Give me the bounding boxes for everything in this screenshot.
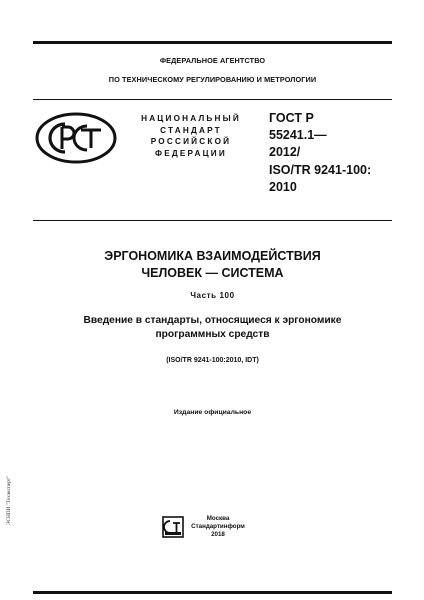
publisher-city: Москва	[206, 515, 230, 522]
national-standard-line-2: СТАНДАРТ	[160, 125, 222, 135]
subtitle-line-1: Введение в стандарты, относящиеся к эргономике	[83, 315, 342, 326]
top-rule	[33, 41, 392, 44]
title-line-1: ЭРГОНОМИКА ВЗАИМОДЕЙСТВИЯ	[104, 249, 321, 263]
publisher-logo-icon	[162, 516, 184, 538]
publisher-year: 2018	[211, 531, 225, 538]
title-divider	[33, 220, 392, 221]
title-line-2: ЧЕЛОВЕК — СИСТЕМА	[141, 266, 284, 280]
document-subtitle	[33, 314, 392, 342]
gost-line-1: ГОСТ Р	[269, 111, 314, 125]
publisher-name: Стандартинформ	[191, 523, 245, 530]
document-title	[33, 248, 392, 282]
header-divider	[33, 99, 392, 100]
bottom-rule	[33, 591, 392, 594]
gost-line-2: 55241.1—	[269, 128, 327, 143]
national-standard-label	[128, 113, 254, 159]
side-watermark: ЭСНПИ "Техэксперт"	[6, 475, 12, 525]
edition-label: Издание официальное	[173, 409, 252, 416]
national-standard-line-3: РОССИЙСКОЙ	[150, 137, 232, 146]
gost-line-4: ISO/TR 9241-100:	[269, 162, 372, 177]
publisher-info	[188, 515, 248, 539]
iso-reference: (ISO/TR 9241-100:2010, IDT)	[166, 357, 259, 364]
rst-logo-icon	[35, 112, 117, 164]
agency-line-2: ПО ТЕХНИЧЕСКОМУ РЕГУЛИРОВАНИЮ И МЕТРОЛОГИИ	[108, 75, 317, 84]
national-standard-line-4: ФЕДЕРАЦИИ	[155, 148, 227, 158]
national-standard-line-1: НАЦИОНАЛЬНЫЙ	[141, 114, 241, 123]
gost-line-5: 2010	[269, 179, 297, 194]
part-label: Часть 100	[190, 291, 235, 300]
gost-line-3: 2012/	[269, 145, 301, 160]
gost-designation	[269, 110, 399, 196]
agency-line-1: ФЕДЕРАЛЬНОЕ АГЕНТСТВО	[159, 56, 266, 65]
subtitle-line-2: программных средств	[155, 329, 270, 340]
